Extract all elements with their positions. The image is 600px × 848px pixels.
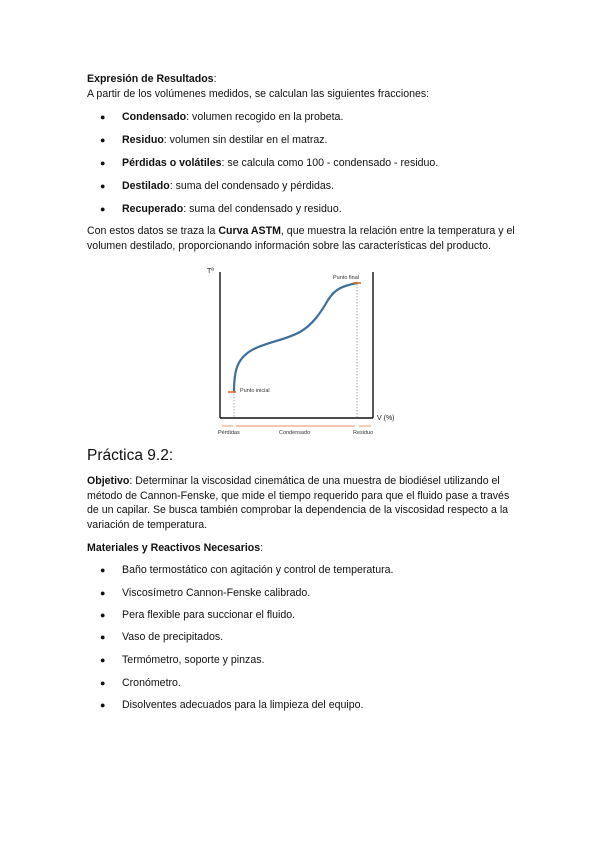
list-item: ● Pérdidas o volátiles: se calcula como 100 - condensado - residuo. [100,157,439,169]
segment-label-residue: Residuo [353,430,374,436]
segment-label-losses: Pérdidas [218,430,240,436]
objective-line: de un capilar. Se busca también comprobar la dependencia de la viscosidad respecto a la [87,504,509,516]
materials-heading: Materiales y Reactivos Necesarios: [87,542,264,554]
list-item: ● Cronómetro. [100,677,181,689]
practice-title: Práctica 9.2: [87,447,174,464]
list-item: ● Vaso de precipitados. [100,631,224,643]
results-intro: A partir de los volúmenes medidos, se calculan las siguientes fracciones: [87,88,430,100]
bullet-icon: ● [100,610,106,620]
bullet-icon: ● [100,112,106,122]
y-axis-label: Tª [207,268,214,275]
bullet-icon: ● [100,632,106,642]
bullet-icon: ● [100,700,106,710]
objective-line: método de Cannon-Fenske, que mide el tiempo requerido para que el fluido pase a través [87,490,510,502]
distillation-curve [234,283,357,392]
curve-paragraph-line: volumen destilado, proporcionando información sobre las características del producto. [87,240,491,252]
x-axis-label: V (%) [377,415,395,422]
list-item: ● Destilado: suma del condensado y pérdidas. [100,180,334,192]
list-item: ● Disolventes adecuados para la limpieza del equipo. [100,699,364,711]
objective-line: Objetivo: Determinar la viscosidad cinemática de una muestra de biodiésel utilizando el [87,475,500,487]
final-point-label: Punto final [333,275,359,281]
list-item: ● Residuo: volumen sin destilar en el matraz. [100,134,328,146]
segment-label-condensate: Condensado [279,430,311,436]
list-item: ● Recuperado: suma del condensado y residuo. [100,203,342,215]
list-item: ● Viscosímetro Cannon-Fenske calibrado. [100,587,311,599]
initial-point-label: Punto inicial [240,388,270,394]
curve-paragraph-line: Con estos datos se traza la Curva ASTM, que muestra la relación entre la temperatura y el [87,225,515,237]
list-item: ● Baño termostático con agitación y control de temperatura. [100,564,394,576]
astm-curve-figure [200,262,410,440]
objective-line: variación de temperatura. [87,519,208,531]
bullet-icon: ● [100,655,106,665]
bullet-icon: ● [100,204,106,214]
bullet-icon: ● [100,158,106,168]
bullet-icon: ● [100,678,106,688]
list-item: ● Pera flexible para succionar el fluido. [100,609,296,621]
list-item: ● Condensado: volumen recogido en la probeta. [100,111,344,123]
list-item: ● Termómetro, soporte y pinzas. [100,654,265,666]
bullet-icon: ● [100,565,106,575]
bullet-icon: ● [100,135,106,145]
bullet-icon: ● [100,181,106,191]
results-heading-text: Expresión de Resultados [87,73,214,85]
bullet-icon: ● [100,588,106,598]
results-heading: Expresión de Resultados: [87,73,217,85]
